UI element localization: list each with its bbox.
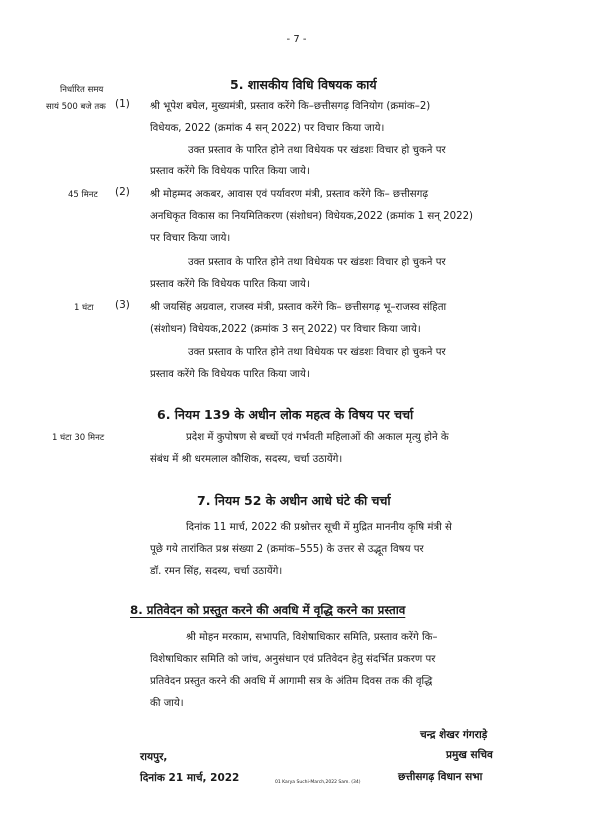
item-2-line-1: श्री मोहम्मद अकबर, आवास एवं पर्यावरण मंत्री, प्रस्ताव करेंगे कि– छत्तीसगढ़ <box>150 189 429 200</box>
item-3-time: 1 घंटा <box>74 303 94 313</box>
item-3-line-4: प्रस्ताव करेंगे कि विधेयक पारित किया जाये। <box>150 369 310 380</box>
item-1-number: (1) <box>115 98 130 110</box>
section-8-line-2: विशेषाधिकार समिति को जांच, अनुसंधान एवं प्रतिवेदन हेतु संदर्भित प्रकरण पर <box>150 654 436 665</box>
item-1-line-4: प्रस्ताव करेंगे कि विधेयक पारित किया जाये। <box>150 166 310 177</box>
section-7-heading: 7. नियम 52 के अधीन आधे घंटे की चर्चा <box>197 493 391 508</box>
section-7-line-1: दिनांक 11 मार्च, 2022 की प्रश्नोत्तर सूची में मुद्रित माननीय कृषि मंत्री से <box>186 522 452 533</box>
item-2-line-4: उक्त प्रस्ताव के पारित होने तथा विधेयक पर खंडशः विचार हो चुकने पर <box>188 257 446 268</box>
item-1-line-2: विधेयक, 2022 (क्रमांक 4 सन् 2022) पर विचार किया जाये। <box>150 123 385 134</box>
date: दिनांक 21 मार्च, 2022 <box>140 772 240 784</box>
section-8-line-4: की जाये। <box>150 698 184 709</box>
signatory-designation: प्रमुख सचिव <box>446 749 493 761</box>
section-8-line-1: श्री मोहन मरकाम, सभापति, विशेषाधिकार समिति, प्रस्ताव करेंगे कि– <box>186 632 438 643</box>
signatory-office: छत्तीसगढ़ विधान सभा <box>398 771 483 783</box>
item-2-line-5: प्रस्ताव करेंगे कि विधेयक पारित किया जाये। <box>150 279 310 290</box>
section-8-heading: 8. प्रतिवेदन को प्रस्तुत करने की अवधि में वृद्धि करने का प्रस्ताव <box>130 603 406 617</box>
item-2-line-2: अनधिकृत विकास का नियमितिकरण (संशोधन) विधेयक,2022 (क्रमांक 1 सन् 2022) <box>150 211 474 222</box>
item-1-time: सायं 500 बजे तक <box>46 102 106 112</box>
item-3-number: (3) <box>115 299 130 311</box>
section-6-line-2: संबंध में श्री धरमलाल कौशिक, सदस्य, चर्चा उठायेंगे। <box>150 454 343 465</box>
section-7-line-3: डॉ. रमन सिंह, सदस्य, चर्चा उठायेंगे। <box>150 566 283 577</box>
item-2-time: 45 मिनट <box>68 190 98 200</box>
item-1-line-3: उक्त प्रस्ताव के पारित होने तथा विधेयक पर खंडशः विचार हो चुकने पर <box>188 145 446 156</box>
item-3-line-2: (संशोधन) विधेयक,2022 (क्रमांक 3 सन् 2022) पर विचार किया जाये। <box>150 324 421 335</box>
section-6-line-1: प्रदेश में कुपोषण से बच्चों एवं गर्भवती महिलाओं की अकाल मृत्यु होने के <box>186 432 449 443</box>
section-6-time: 1 घंटा 30 मिनट <box>52 433 105 443</box>
footer-file-ref: 01 Karya Suchi-March,2022 Sam. (34) <box>275 780 361 785</box>
margin-header: निर्धारित समय <box>60 85 104 95</box>
item-2-number: (2) <box>115 186 130 198</box>
place: रायपुर, <box>140 751 168 763</box>
item-3-line-1: श्री जयसिंह अग्रवाल, राजस्व मंत्री, प्रस्ताव करेंगे कि– छत्तीसगढ़ भू–राजस्व संहिता <box>150 302 447 313</box>
section-7-line-2: पूछे गये तारांकित प्रश्न संख्या 2 (क्रमांक–555) के उत्तर से उद्भूत विषय पर <box>150 544 424 555</box>
page-number: - 7 - <box>286 34 307 45</box>
item-2-line-3: पर विचार किया जाये। <box>150 233 231 244</box>
signatory-name: चन्द्र शेखर गंगराड़े <box>420 729 488 741</box>
section-5-heading: 5. शासकीय विधि विषयक कार्य <box>230 77 377 92</box>
item-3-line-3: उक्त प्रस्ताव के पारित होने तथा विधेयक पर खंडशः विचार हो चुकने पर <box>188 347 446 358</box>
item-1-line-1: श्री भूपेश बघेल, मुख्यमंत्री, प्रस्ताव करेंगे कि–छत्तीसगढ़ विनियोग (क्रमांक–2) <box>150 101 431 112</box>
section-8-line-3: प्रतिवेदन प्रस्तुत करने की अवधि में आगामी सत्र के अंतिम दिवस तक की वृद्धि <box>150 676 433 687</box>
section-6-heading: 6. नियम 139 के अधीन लोक महत्व के विषय पर चर्चा <box>157 407 414 422</box>
